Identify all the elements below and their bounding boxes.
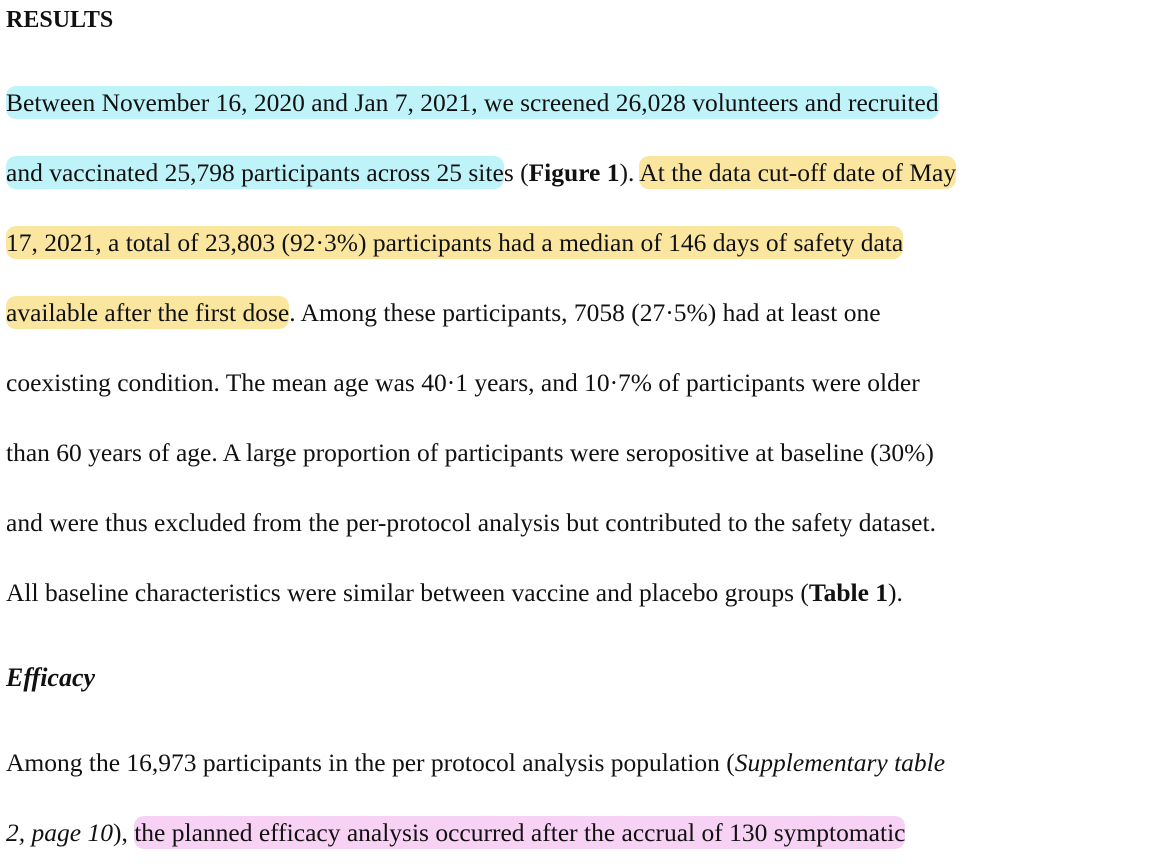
paragraph-line: [6, 83, 939, 123]
paragraph-line: [6, 573, 903, 613]
subsection-heading: Efficacy: [6, 663, 96, 692]
text-run: All baseline characteristics were similar between vaccine and placebo groups (: [6, 578, 809, 607]
highlight-yellow: At the data cut-off date of May: [639, 158, 957, 187]
section-heading: RESULTS: [6, 7, 114, 33]
paragraph-line: than 60 years of age. A large proportion of participants were seropositive at baseline (30%): [6, 438, 934, 467]
paragraph-line: [6, 153, 956, 193]
highlight-yellow: available after the first dose: [6, 298, 290, 327]
text-run: . Among these participants, 7058 (27·5%) had at least one: [289, 298, 881, 327]
highlight-cyan: and vaccinated 25,798 participants across 25 site: [6, 158, 504, 187]
paragraph-line: [6, 223, 903, 263]
paragraph-line: coexisting condition. The mean age was 40·1 years, and 10·7% of participants were older: [6, 368, 920, 397]
paragraph-line: [6, 813, 905, 853]
paragraph-line: and were thus excluded from the per-protocol analysis but contributed to the safety dataset.: [6, 508, 936, 537]
text-run: s (: [503, 158, 529, 187]
highlight-pink: the planned efficacy analysis occurred after the accrual of 130 symptomatic: [134, 818, 906, 847]
paragraph-line: [6, 293, 881, 333]
highlight-yellow: 17, 2021, a total of 23,803 (92·3%) participants had a median of 146 days of safety data: [6, 228, 904, 257]
text-run: ),: [112, 818, 135, 847]
table-reference: Table 1: [808, 578, 889, 607]
text-run: ).: [619, 158, 640, 187]
text-run: Among the 16,973 participants in the per protocol analysis population (: [6, 748, 735, 777]
supplementary-reference: Supplementary table: [734, 748, 946, 777]
supplementary-reference: 2, page 10: [6, 818, 113, 847]
text-run: ).: [888, 578, 903, 607]
highlight-cyan: Between November 16, 2020 and Jan 7, 2021, we screened 26,028 volunteers and recruited: [6, 88, 939, 117]
paragraph-line: [6, 743, 945, 783]
figure-reference: Figure 1: [528, 158, 620, 187]
